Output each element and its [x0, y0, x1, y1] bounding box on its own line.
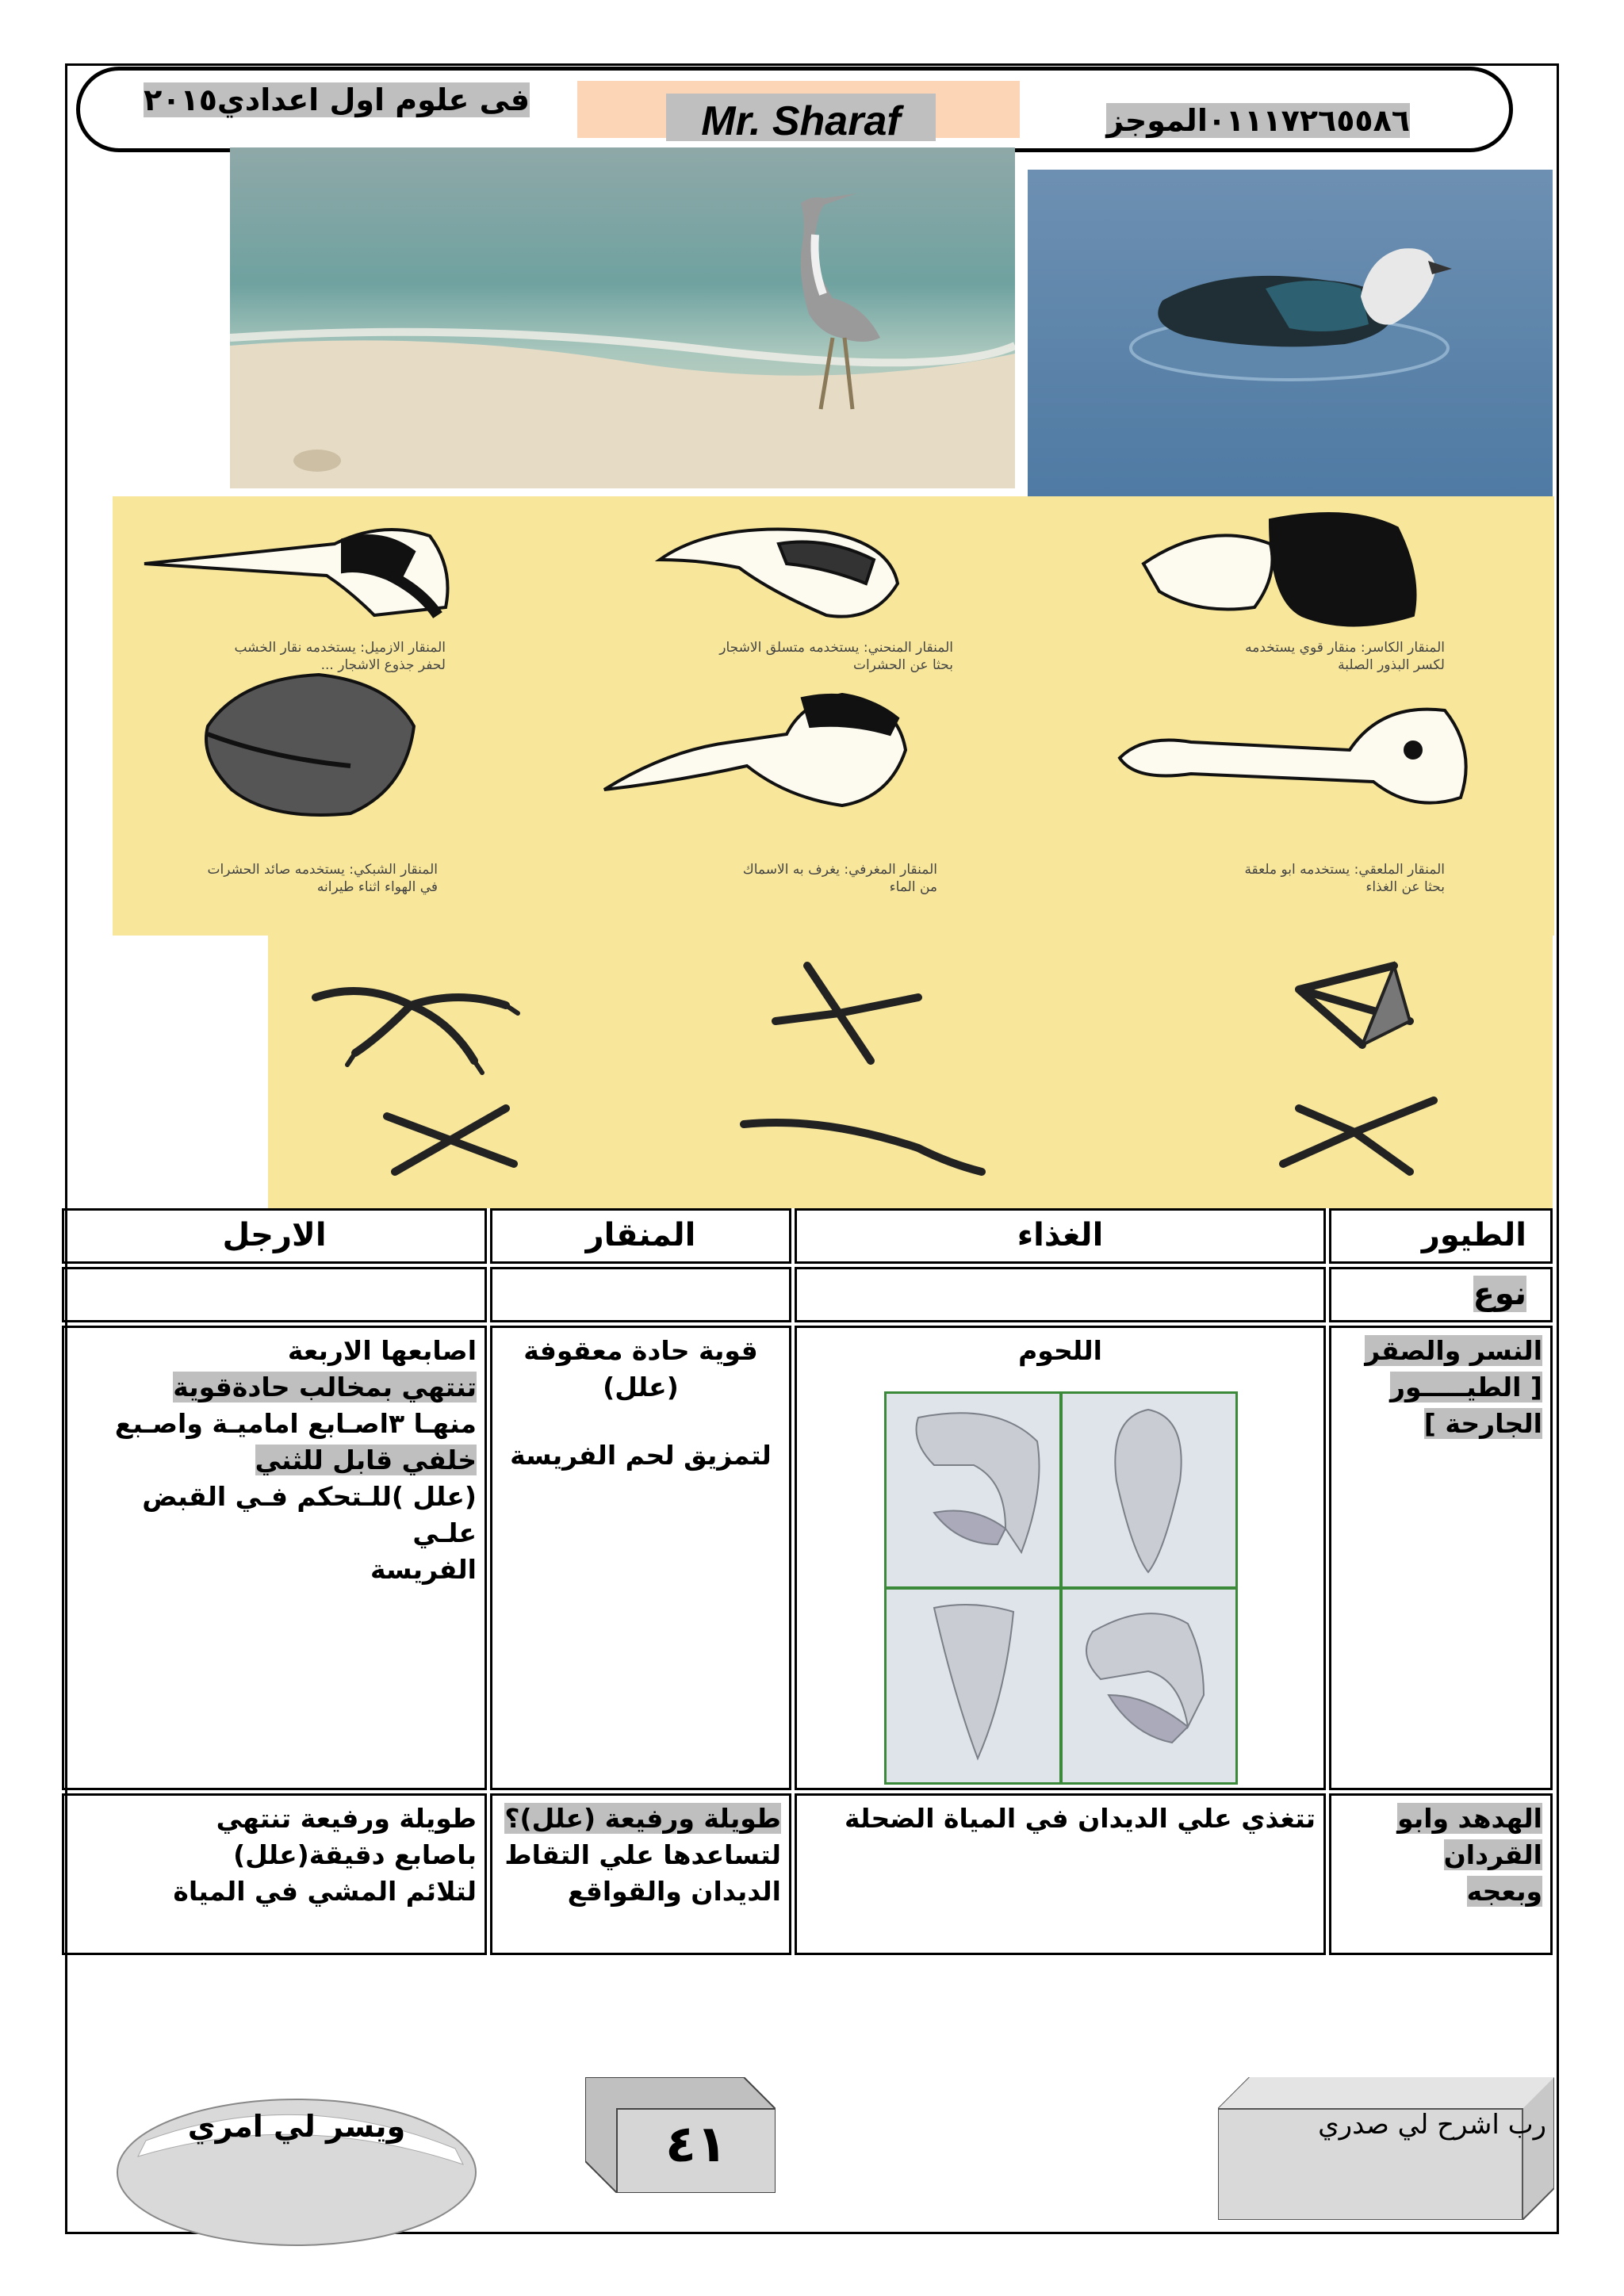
- beak-types-illustration: [113, 496, 1554, 936]
- row1-bird: النسر والصقر [ الطيـــــور الجارحة ]: [1329, 1326, 1553, 1790]
- caption-woodpecker: المنقار الازميل: يستخدمه نقار الخشب لحفر جذوع الاشجار ...: [234, 640, 446, 673]
- heron-photo: [230, 147, 1015, 488]
- caption-spoon-beak: المنقار الملعقي: يستخدمه ابو ملعقة بحثا عن الغذاء: [1244, 862, 1445, 895]
- teacher-name: Mr. Sharaf: [666, 94, 936, 141]
- page-number-box: [585, 2077, 776, 2193]
- header-beak: المنقار: [490, 1208, 791, 1264]
- footer-left-text: ويسر لي امري: [187, 2109, 406, 2144]
- caption-skimmer-beak: المنقار المغرفي: يغرف به الاسماك من الماء: [742, 862, 937, 895]
- type-legs: [62, 1267, 487, 1322]
- header-phone: ٠١١١٧٢٦٥٥٨٦الموجز: [1106, 103, 1410, 138]
- header-legs: الارجل: [62, 1208, 487, 1264]
- footer-left-ellipse: [114, 2093, 479, 2248]
- header-food: الغذاء: [795, 1208, 1326, 1264]
- birds-table: [62, 1208, 1553, 1955]
- page-number: ٤١: [665, 2115, 728, 2174]
- caption-wide-beak: المنقار الشبكي: يستخدمه صائد الحشرات في الهواء اثناء طيرانه: [207, 862, 438, 895]
- type-label: نوع: [1329, 1267, 1553, 1322]
- row1-legs: اصابعها الاربعة تنتهي بمخالب حادةقوية منهـا ٣اصـابع اماميـة واصـبع خلفي قابل للثني (علل )للـتحكم فـي القبض علـي الفريسة: [62, 1326, 487, 1790]
- row2-legs: طويلة ورفيعة تنتهي باصابع دقيقة(علل) لتلائم المشي في المياة: [62, 1793, 487, 1955]
- caption-curved-beak: المنقار المنحني: يستخدمه متسلق الاشجار بحثا عن الحشرات: [719, 640, 953, 673]
- beak-3d-model-image: [884, 1391, 1238, 1785]
- duck-photo: [1028, 170, 1553, 498]
- type-food: [795, 1267, 1326, 1322]
- header-birds: الطيور: [1329, 1208, 1553, 1264]
- caption-thick-beak: المنقار الكاسر: منقار قوي يستخدمه لكسر البذور الصلبة: [1245, 640, 1445, 673]
- row1-beak: قوية حادة معقوفة (علل) لتمزيق لحم الفريسة: [490, 1326, 791, 1790]
- row1-food: اللحوم: [795, 1326, 1326, 1790]
- type-beak: [490, 1267, 791, 1322]
- row2-bird: الهدهد وابو القردان وبعجه: [1329, 1793, 1553, 1955]
- row2-food: تتغذي علي الديدان في المياة الضحلة: [795, 1793, 1326, 1955]
- row2-beak: طويلة ورفيعة (علل)؟ لتساعدها علي التقاط الديدان والقواقع: [490, 1793, 791, 1955]
- header-subject: فى علوم اول اعدادي٢٠١٥: [144, 82, 530, 117]
- footer-right-text: رب اشرح لي صدري: [1318, 2109, 1546, 2141]
- feet-types-illustration: [268, 934, 1553, 1208]
- footer-right-panel: [1218, 2077, 1554, 2220]
